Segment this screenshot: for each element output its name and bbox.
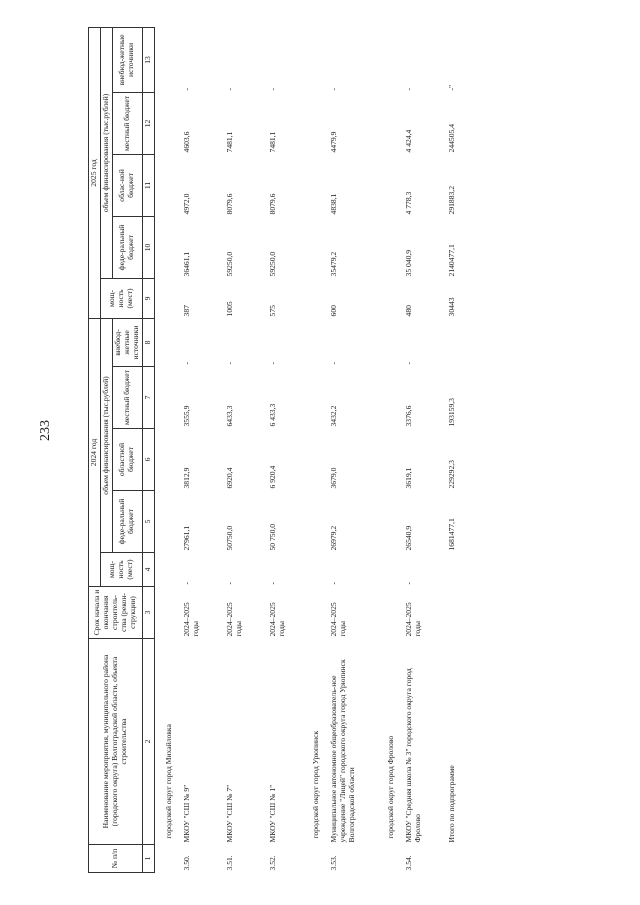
header-funding-2025: объем финансирования (тыс.рублей): [100, 27, 112, 278]
header-extra-2025: внебюд-жетные источники: [112, 27, 142, 92]
row-local-2024: 3376,6: [403, 405, 413, 427]
row-period: 2024–2025 годы: [403, 602, 422, 637]
row-cap-2025: 480: [403, 305, 413, 317]
col-number: 8: [142, 318, 154, 366]
col-number: 5: [142, 491, 154, 553]
row-cap-2025: 600: [328, 305, 338, 317]
header-name: Наименование мероприятия, муниципального района (городского округа) Волгоградской области, объекта строительства: [89, 639, 143, 845]
row-regional-2025: 4 778,3: [403, 191, 413, 215]
row-local-2024: 6433,3: [224, 405, 234, 427]
row-regional-2025: 4972,0: [181, 193, 191, 215]
row-cap-2025: 575: [267, 305, 277, 317]
col-number: 13: [142, 27, 154, 92]
row-extra-2024: -: [267, 361, 277, 365]
row-name: МКОУ "СШ № 7": [224, 784, 234, 843]
row-regional-2024: 3679,0: [328, 467, 338, 489]
row-extra-2024: -: [224, 361, 234, 365]
row-local-2024: 6 433,3: [267, 403, 277, 427]
total-extra-2025: -": [446, 84, 456, 91]
header-extra-2024: внебюд-жетные источники: [112, 318, 142, 366]
row-extra-2024: -: [328, 361, 338, 365]
row-extra-2025: -: [267, 87, 277, 91]
header-local-2024: местный бюджет: [112, 367, 142, 429]
row-local-2025: 4479,9: [328, 131, 338, 153]
header-federal-2025: феде-ральный бюджет: [112, 216, 142, 278]
total-regional-2025: 291883,2: [446, 185, 456, 215]
row-num: 3.51.: [224, 855, 234, 871]
col-number: 12: [142, 92, 154, 154]
row-extra-2024: -: [181, 361, 191, 365]
row-num: 3.54.: [403, 855, 413, 871]
page-number: 233: [38, 420, 53, 441]
row-cap-2024: -: [403, 581, 413, 585]
group-row: [379, 27, 397, 872]
col-number: 9: [142, 278, 154, 318]
row-extra-2025: -: [403, 87, 413, 91]
row-cap-2025: 1005: [224, 301, 234, 317]
row-name: МКОУ "Средняя школа № 3" городского округа город Фролово: [403, 668, 422, 843]
total-label: Итого по подпрограмме: [446, 765, 456, 843]
row-local-2025: 7481,1: [224, 131, 234, 153]
row-num: 3.50.: [181, 855, 191, 871]
row-regional-2025: 4838,1: [328, 193, 338, 215]
row-extra-2025: -: [181, 87, 191, 91]
row-name: МКОУ "СШ № 1": [267, 784, 277, 843]
row-regional-2024: 6 920,4: [267, 465, 277, 489]
total-local-2024: 193159,3: [446, 398, 456, 427]
col-number: 6: [142, 429, 154, 491]
row-federal-2025: 59250,0: [224, 251, 234, 277]
total-local-2025: 244505,4: [446, 123, 456, 153]
row-federal-2025: 35 040,9: [403, 249, 413, 277]
col-number: 3: [142, 587, 154, 639]
header-capacity-2024: мощ-ность (мест): [100, 553, 142, 587]
table-row: [175, 27, 218, 872]
row-federal-2025: 59250,0: [267, 251, 277, 277]
row-federal-2024: 26540,9: [403, 525, 413, 551]
row-name: МКОУ "СШ № 9": [181, 784, 191, 843]
row-cap-2024: -: [224, 581, 234, 585]
row-cap-2024: -: [181, 581, 191, 585]
row-regional-2025: 8079,6: [224, 193, 234, 215]
table-row: [322, 27, 379, 872]
row-federal-2025: 35479,2: [328, 251, 338, 277]
table-row: [218, 27, 261, 872]
total-row: [440, 27, 483, 872]
group-row: [304, 27, 322, 872]
header-funding-2024: объем финансирования (тыс.рублей): [100, 318, 112, 552]
column-number-row: [142, 27, 154, 872]
row-regional-2024: 3619,1: [403, 467, 413, 489]
row-regional-2024: 6920,4: [224, 467, 234, 489]
header-regional-2024: областной бюджет: [112, 429, 142, 491]
table-row: [397, 27, 440, 872]
total-federal-2024: 1681477,1: [446, 518, 456, 551]
total-federal-2025: 2140477,1: [446, 244, 456, 277]
row-extra-2024: -: [403, 361, 413, 365]
header-period: Срок начала и окончания строитель-ства (рекон-струкции): [89, 587, 143, 639]
row-cap-2024: -: [328, 581, 338, 585]
col-number: 7: [142, 367, 154, 429]
group-label: городской округ город Михайловка: [163, 724, 173, 839]
row-cap-2024: -: [267, 581, 277, 585]
header-capacity-2025: мощ-ность (мест): [100, 278, 142, 318]
col-number: 10: [142, 216, 154, 278]
row-federal-2024: 27961,1: [181, 525, 191, 551]
row-local-2025: 7481,1: [267, 131, 277, 153]
row-regional-2024: 3812,9: [181, 467, 191, 489]
header-year-2024: 2024 год: [89, 318, 101, 586]
table-row: [261, 27, 304, 872]
row-cap-2025: 387: [181, 305, 191, 317]
group-label: городской округ город Урюпинск: [310, 730, 320, 839]
row-federal-2024: 50 750,0: [267, 523, 277, 551]
total-cap-2025: 30443: [446, 297, 456, 317]
row-period: 2024–2025 годы: [267, 602, 286, 637]
col-number: 11: [142, 154, 154, 216]
header-regional-2025: облас-ной бюджет: [112, 154, 142, 216]
header-year-2025: 2025 год: [89, 27, 101, 318]
row-federal-2025: 36461,1: [181, 251, 191, 277]
header-num: № п/п: [89, 845, 143, 873]
row-num: 3.53.: [328, 855, 338, 871]
row-local-2024: 3432,2: [328, 405, 338, 427]
row-regional-2025: 8079,6: [267, 193, 277, 215]
row-extra-2025: -: [328, 87, 338, 91]
group-label: городской округ город Фролово: [385, 735, 395, 839]
row-extra-2025: -: [224, 87, 234, 91]
group-row: [154, 27, 174, 872]
row-federal-2024: 26979,2: [328, 525, 338, 551]
header-local-2025: местный бюджет: [112, 92, 142, 154]
total-regional-2024: 229292,3: [446, 460, 456, 489]
row-period: 2024–2025 годы: [224, 602, 243, 637]
col-number: 2: [142, 639, 154, 845]
row-name: Муниципальное автономное общеобразователь-ное учреждение "Лицей" городского округа город Урюпинск Волгоградской области: [328, 659, 356, 843]
row-local-2025: 4 424,4: [403, 129, 413, 153]
row-local-2024: 3555,9: [181, 405, 191, 427]
col-number: 1: [142, 845, 154, 873]
row-period: 2024–2025 годы: [328, 602, 347, 637]
row-period: 2024–2025 годы: [181, 602, 200, 637]
header-federal-2024: феде-ральный бюджет: [112, 491, 142, 553]
row-local-2025: 4603,6: [181, 131, 191, 153]
col-number: 4: [142, 553, 154, 587]
rotated-table-wrapper: [88, 28, 608, 873]
row-num: 3.52.: [267, 855, 277, 871]
row-federal-2024: 50750,0: [224, 525, 234, 551]
construction-table: [88, 27, 483, 873]
table-header: [89, 27, 155, 872]
table-body: [154, 27, 482, 872]
